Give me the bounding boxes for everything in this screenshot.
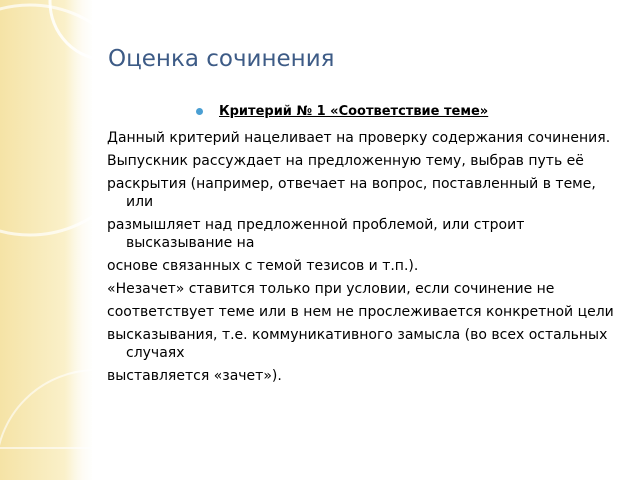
criterion-description — [107, 129, 627, 390]
paragraph: Данный критерий нацеливает на проверку содержания сочинения. — [107, 130, 611, 146]
bullet-icon — [196, 108, 203, 115]
slide-title: Оценка сочинения — [108, 46, 335, 72]
paragraph: «Незачет» ставится только при условии, если сочинение не — [107, 281, 555, 297]
paragraph: высказывания, т.е. коммуникативного замысла (во всех остальных случаях — [107, 327, 608, 361]
criterion-bullet-row — [196, 104, 488, 119]
paragraph: Выпускник рассуждает на предложенную тему, выбрав путь её — [107, 153, 584, 169]
criterion-heading: Критерий № 1 «Соответствие теме» — [219, 104, 489, 119]
paragraph: основе связанных с темой тезисов и т.п.). — [107, 258, 419, 274]
paragraph: раскрытия (например, отвечает на вопрос, поставленный в теме, или — [107, 176, 596, 210]
paragraph: выставляется «зачет»). — [107, 368, 282, 384]
paragraph: размышляет над предложенной проблемой, или строит высказывание на — [107, 217, 525, 251]
paragraph: соответствует теме или в нем не прослеживается конкретной цели — [107, 304, 614, 320]
